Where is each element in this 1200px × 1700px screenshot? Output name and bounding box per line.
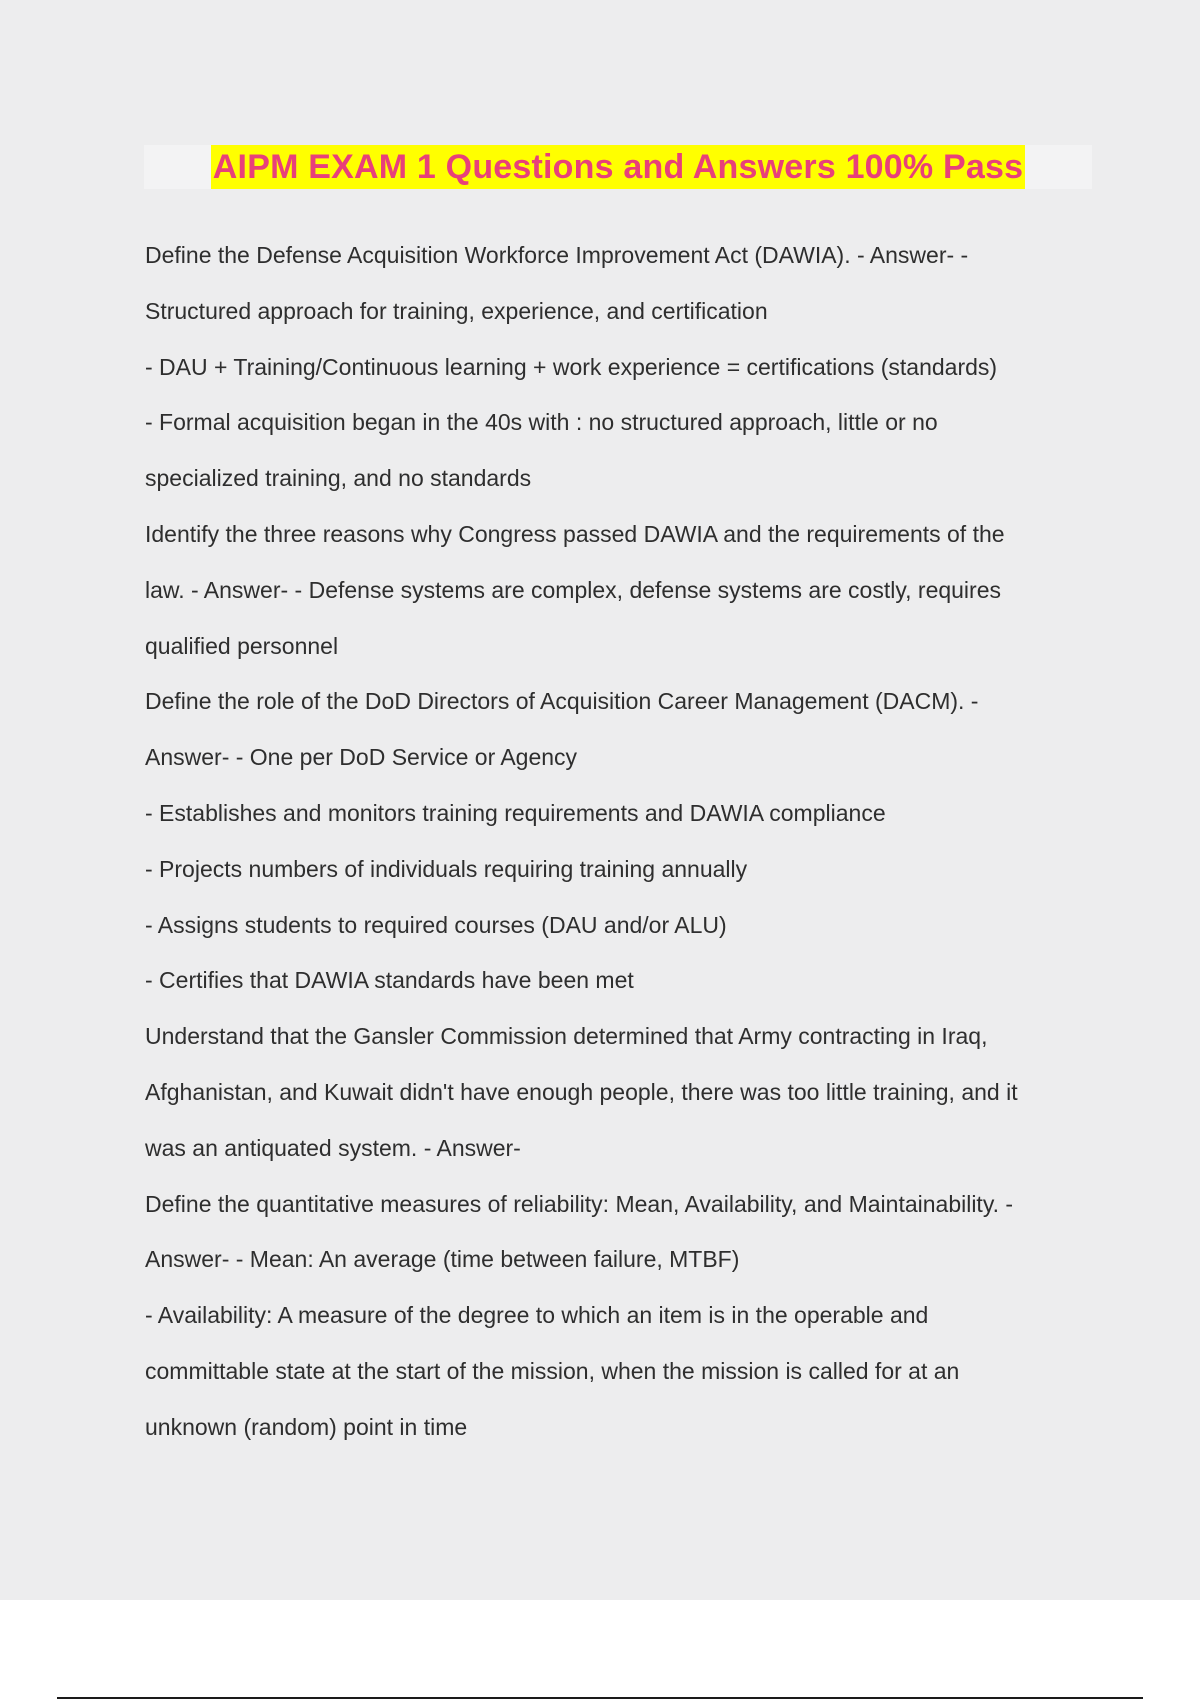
text-line: Define the quantitative measures of reliability: Mean, Availability, and Maintainability. - (145, 1190, 1014, 1217)
text-line: Afghanistan, and Kuwait didn't have enough people, there was too little training, and it (145, 1078, 1018, 1105)
text-line: - Certifies that DAWIA standards have been met (145, 967, 634, 994)
text-line: Structured approach for training, experience, and certification (145, 297, 768, 324)
text-line: Identify the three reasons why Congress passed DAWIA and the requirements of the (145, 520, 1005, 547)
text-line: - DAU + Training/Continuous learning + work experience = certifications (standards) (145, 353, 998, 380)
page-divider (57, 1697, 1143, 1699)
text-line: specialized training, and no standards (145, 465, 532, 492)
text-line: - Assigns students to required courses (DAU and/or ALU) (145, 911, 727, 938)
document-title: AIPM EXAM 1 Questions and Answers 100% Pass (211, 145, 1025, 189)
title-band (144, 145, 1092, 189)
text-line: Answer- - Mean: An average (time between failure, MTBF) (145, 1246, 740, 1273)
text-line: Understand that the Gansler Commission determined that Army contracting in Iraq, (145, 1023, 988, 1050)
text-line: Define the Defense Acquisition Workforce Improvement Act (DAWIA). - Answer- - (145, 242, 969, 268)
text-line: - Establishes and monitors training requirements and DAWIA compliance (145, 799, 886, 826)
text-line: qualified personnel (145, 632, 339, 659)
text-line: - Projects numbers of individuals requiring training annually (145, 855, 748, 882)
text-line: law. - Answer- - Defense systems are complex, defense systems are costly, requires (145, 576, 1001, 603)
text-line: unknown (random) point in time (145, 1413, 468, 1440)
qa-content (145, 228, 1095, 1456)
text-line: was an antiquated system. - Answer- (145, 1134, 521, 1161)
text-line: - Formal acquisition began in the 40s with : no structured approach, little or no (145, 409, 938, 436)
text-line: Answer- - One per DoD Service or Agency (145, 744, 578, 771)
text-line: Define the role of the DoD Directors of Acquisition Career Management (DACM). - (145, 688, 979, 715)
text-line: committable state at the start of the mission, when the mission is called for at an (145, 1357, 960, 1384)
text-line: - Availability: A measure of the degree to which an item is in the operable and (145, 1302, 929, 1329)
